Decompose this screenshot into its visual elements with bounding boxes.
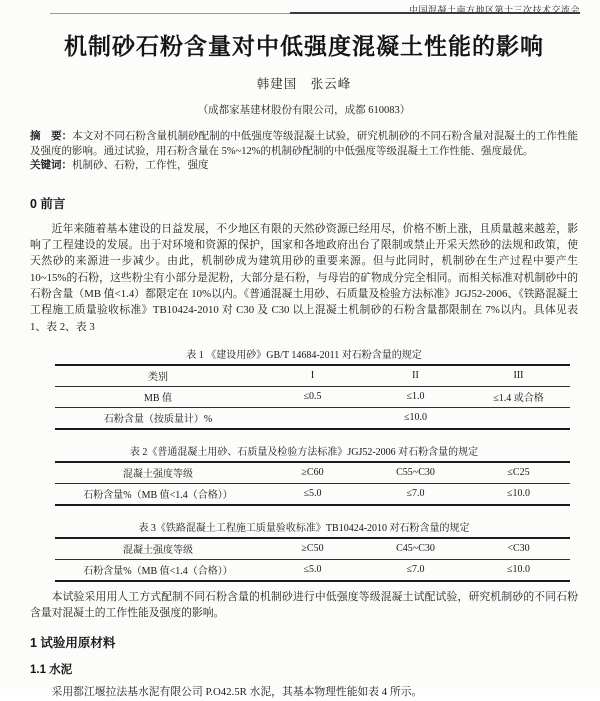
table-row (55, 559, 570, 581)
table-1-caption: 表 1 《建设用砂》GB/T 14684-2011 对石粉含量的规定 (186, 349, 422, 361)
section-0-paragraph-2: 本试验采用用人工方式配制不同石粉含量的机制砂进行中低强度等级混凝土试配试验，研究机制砂的不同石粉含量对混凝土的工作性能及强度的影响。 (30, 590, 578, 620)
header-rule-dark (290, 12, 580, 14)
table-cell: C45~C30 (364, 538, 467, 560)
table-2-caption: 表 2《普通混凝土用砂、石质量及检验方法标准》JGJ52-2006 对石粉含量的规定 (129, 446, 479, 458)
table-cell: MB 值 (55, 386, 261, 407)
table-cell: 石粉含量%（MB 值<1.4（合格）） (55, 559, 261, 581)
table-2 (55, 461, 570, 506)
table-cell: ≤1.4 或合格 (467, 386, 570, 407)
table-cell: III (467, 365, 570, 387)
section-1-heading: 1 试验用原材料 (30, 636, 116, 651)
table-cell: ≤5.0 (261, 483, 364, 505)
table-cell: ≤C25 (467, 462, 570, 484)
abstract (30, 130, 578, 159)
table-3 (55, 537, 570, 582)
table-cell: C55~C30 (364, 462, 467, 484)
table-cell: ≤7.0 (364, 483, 467, 505)
authors: 韩建国 张云峰 (256, 77, 352, 91)
table-cell: ≥C60 (261, 462, 364, 484)
conference-header: 中国混凝土南方地区第十三次技术交流会 (408, 5, 580, 15)
keywords-label: 关键词： (30, 160, 72, 172)
table-cell: I (261, 365, 364, 387)
table-row (55, 483, 570, 505)
table-cell: ≤7.0 (364, 559, 467, 581)
table-row (55, 407, 570, 429)
table-cell: ≤1.0 (364, 386, 467, 407)
table-cell: II (364, 365, 467, 387)
table-cell: 混凝土强度等级 (55, 538, 261, 560)
table-cell: ≤10.0 (467, 483, 570, 505)
section-0-heading: 0 前言 (30, 196, 66, 211)
affiliation: （成都家基建材股份有限公司，成都 610083） (197, 105, 411, 116)
paper-title: 机制砂石粉含量对中低强度混凝土性能的影响 (64, 33, 544, 59)
section-1-1-paragraph: 采用都江堰拉法基水泥有限公司 P.O42.5R 水泥，其基本物理性能如表 4 所示。 (51, 686, 423, 699)
section-1-1-heading: 1.1 水泥 (30, 664, 73, 677)
table-cell: <C30 (467, 538, 570, 560)
table-cell: ≤10.0 (467, 559, 570, 581)
table-1 (55, 364, 570, 430)
table-cell: ≤5.0 (261, 559, 364, 581)
table-row (55, 462, 570, 484)
table-row (55, 386, 570, 407)
table-cell: ≤10.0 (261, 407, 570, 429)
section-0-paragraph-1: 近年来随着基本建设的日益发展，不少地区有限的天然砂资源已经用尽，价格不断上涨，且质量越来越差，影响了工程建设的发展。出于对环境和资源的保护，国家和各地政府出台了限制或禁止开采天然砂的法规和政策，使天然砂的来源进一步减少。由此，机制砂成为建筑用砂的重要来源。但与此同时，机制砂在生产过程中要产生 10~15%的石粉，这些粉尘有小部分是泥粉，大部分是石粉，与母岩的矿物成分完全相同。而相关标准对机制砂中的石粉含量（MB 值<1.4）都限定在 10%以内。《普通混凝土用砂、石质量及检验方法标准》JGJ52-2006、《铁路混凝土工程施工质量验收标准》TB10424-2010 对 C30 及 C30 以上混凝土机制砂的石粉含量都限制在 7%以内。具体见表 1、表 2、表 3 (30, 222, 578, 333)
table-row (55, 365, 570, 387)
table-3-caption: 表 3《铁路混凝土工程施工质量验收标准》TB10424-2010 对石粉含量的规定 (138, 522, 470, 534)
abstract-label: 摘 要： (30, 131, 73, 142)
keywords-text: 机制砂、石粉，工作性，强度 (72, 160, 209, 172)
table-cell: 石粉含量%（MB 值<1.4（合格）） (55, 483, 261, 505)
abstract-text: 本文对不同石粉含量机制砂配制的中低强度等级混凝土试验，研究机制砂的不同石粉含量对混凝土的工作性能及强度的影响。通过试验，用石粉含量在 5%~12%的机制砂配制的中低强度等级混凝土工作性能、强度最优。 (30, 131, 579, 157)
table-cell: 石粉含量（按质量计）% (55, 407, 261, 429)
table-cell: ≥C50 (261, 538, 364, 560)
table-row (55, 538, 570, 560)
keywords (30, 159, 578, 174)
table-cell: 混凝土强度等级 (55, 462, 261, 484)
table-cell: 类别 (55, 365, 261, 387)
table-cell: ≤0.5 (261, 386, 364, 407)
